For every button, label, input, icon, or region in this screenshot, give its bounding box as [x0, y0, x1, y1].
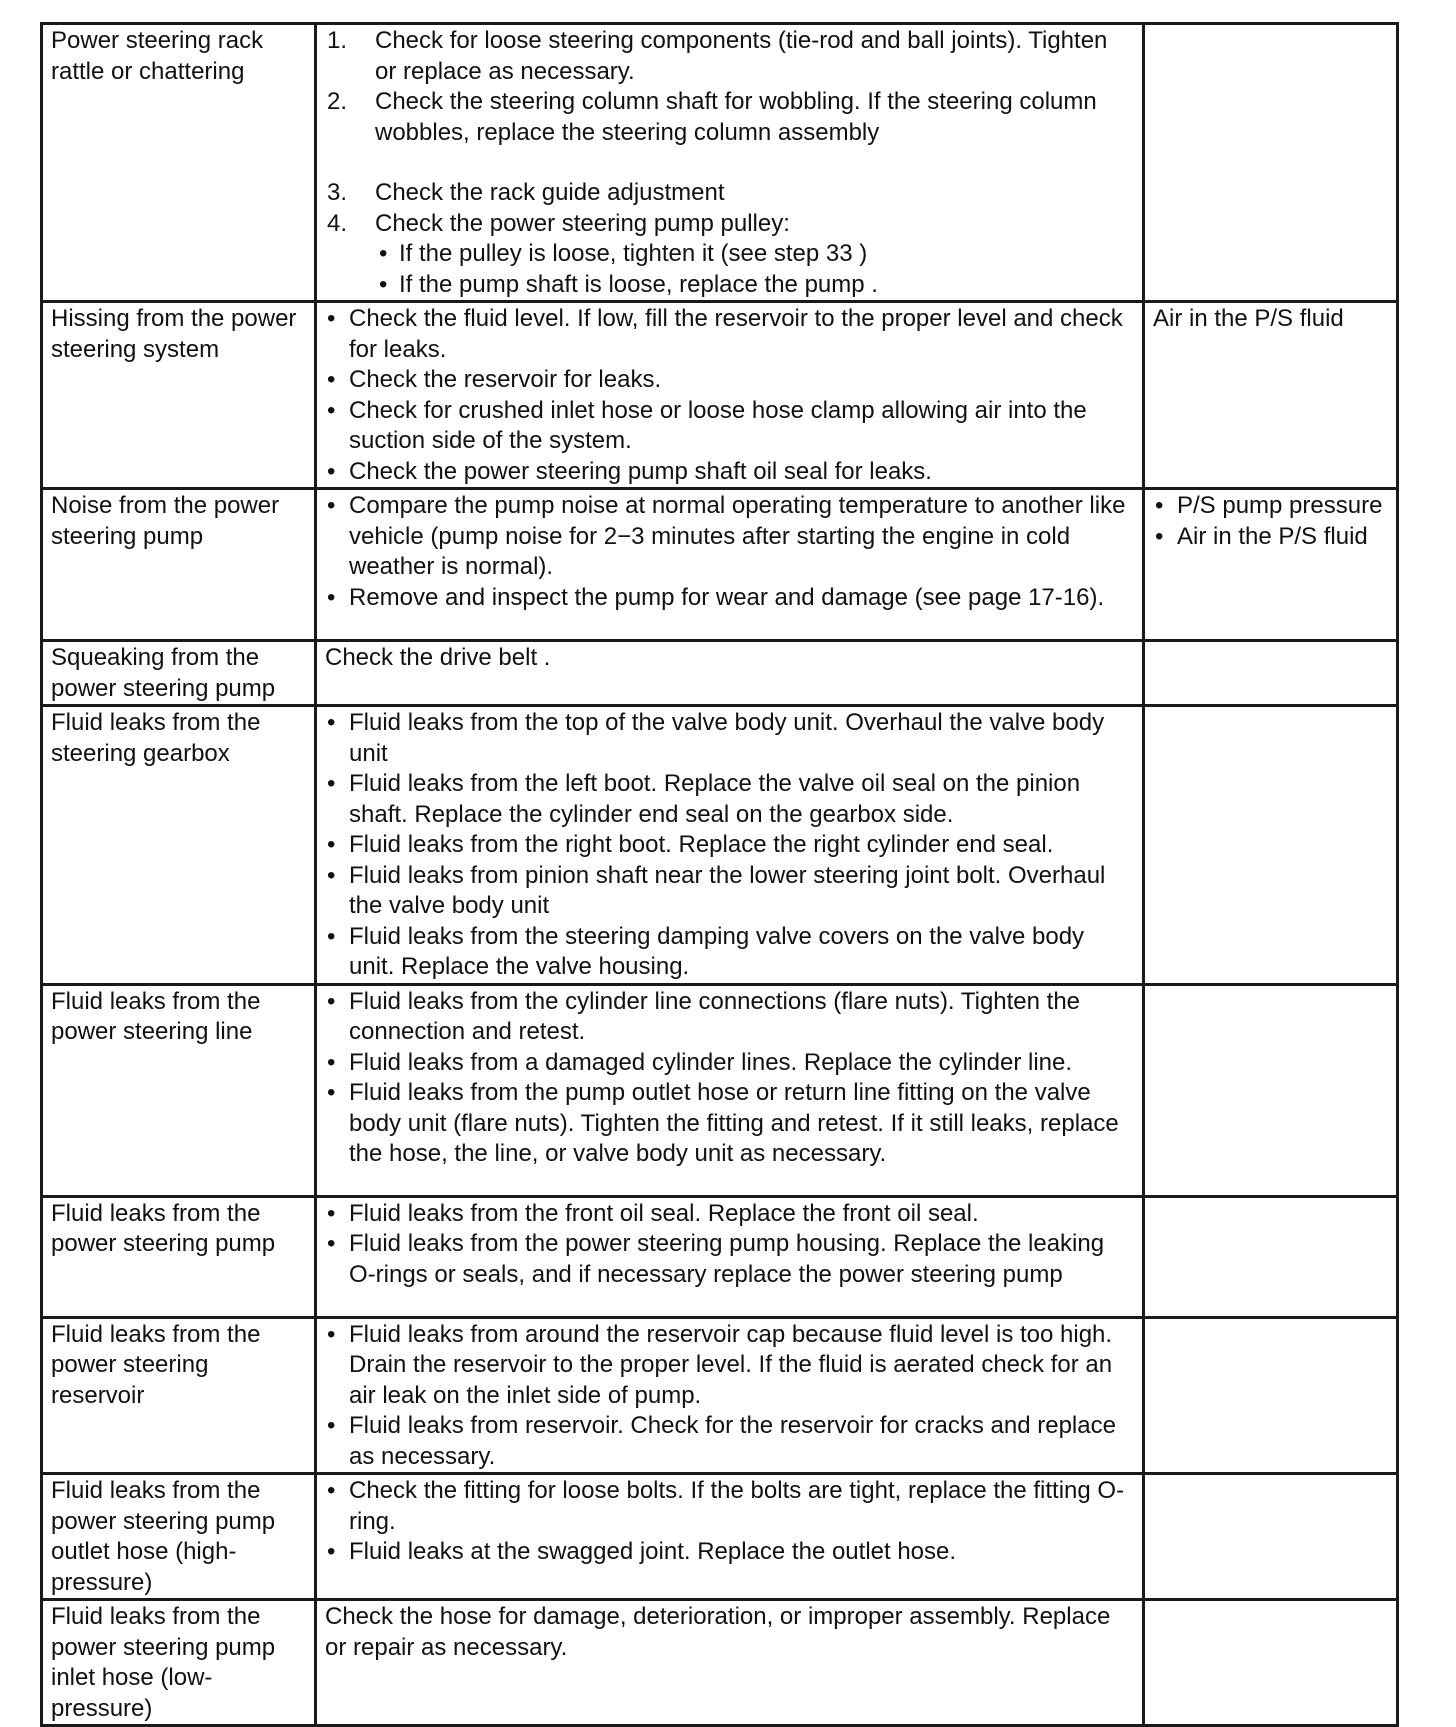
symptom-text: Fluid leaks from the power steering line — [51, 987, 261, 1045]
list-item: • Check the fluid level. If low, fill the reservoir to the proper level and check for leaks. — [325, 304, 1134, 365]
table-row — [42, 1474, 1398, 1600]
table-row — [42, 706, 1398, 985]
list-item: • Fluid leaks from the left boot. Replace the valve oil seal on the pinion shaft. Replace the cylinder end seal on the gearbox side. — [325, 769, 1134, 830]
symptom-cell — [42, 706, 316, 985]
symptom-cell — [42, 1317, 316, 1474]
list-item: • Check the fitting for loose bolts. If the bolts are tight, replace the fitting O-ring. — [325, 1476, 1134, 1537]
procedure-cell — [316, 1317, 1144, 1474]
procedure-text: Check the hose for damage, deterioration, or improper assembly. Replace or repair as necessary. — [325, 1603, 1111, 1661]
list-item: • Fluid leaks from the cylinder line connections (flare nuts). Tighten the connection and retest. — [325, 987, 1134, 1048]
procedure-cell — [316, 1196, 1144, 1317]
symptom-text: Fluid leaks from the steering gearbox — [51, 709, 261, 767]
table-row — [42, 641, 1398, 706]
symptom-text: Squeaking from the power steering pump — [51, 644, 276, 702]
list-item: • Fluid leaks from the top of the valve body unit. Overhaul the valve body unit — [325, 708, 1134, 769]
list-item: • Fluid leaks from the right boot. Replace the right cylinder end seal. — [325, 830, 1134, 861]
list-item: • Check for crushed inlet hose or loose hose clamp allowing air into the suction side of the system. — [325, 396, 1134, 457]
symptom-cell — [42, 1196, 316, 1317]
notes-cell — [1144, 1196, 1398, 1317]
procedure-cell — [316, 1600, 1144, 1726]
bullet-list — [325, 1320, 1134, 1473]
list-item: • Fluid leaks from a damaged cylinder lines. Replace the cylinder line. — [325, 1048, 1134, 1079]
notes-cell — [1144, 641, 1398, 706]
list-item: 1. Check for loose steering components (tie-rod and ball joints). Tighten or replace as necessary. — [327, 27, 1108, 85]
notes-cell — [1144, 1474, 1398, 1600]
procedure-cell — [316, 302, 1144, 489]
table-row — [42, 1600, 1398, 1726]
symptom-cell — [42, 1600, 316, 1726]
bullet-list — [325, 491, 1134, 613]
list-item: • Fluid leaks from the power steering pump housing. Replace the leaking O-rings or seals, and if necessary replace the power steering pump — [325, 1229, 1134, 1290]
numbered-list — [325, 26, 1134, 239]
notes-cell — [1144, 489, 1398, 641]
symptom-text: Noise from the power steering pump — [51, 492, 280, 550]
symptom-cell — [42, 1474, 316, 1600]
procedure-cell — [316, 706, 1144, 985]
symptom-cell — [42, 24, 316, 302]
list-item: • Check the reservoir for leaks. — [325, 365, 1134, 396]
notes-list — [1153, 491, 1388, 552]
list-item: • Fluid leaks from the front oil seal. Replace the front oil seal. — [325, 1199, 1134, 1230]
bullet-list — [325, 304, 1134, 487]
procedure-cell — [316, 24, 1144, 302]
list-item: • Check the power steering pump shaft oil seal for leaks. — [325, 457, 1134, 488]
list-item: • Fluid leaks from pinion shaft near the lower steering joint bolt. Overhaul the valve body unit — [325, 861, 1134, 922]
symptom-cell — [42, 984, 316, 1196]
notes-cell — [1144, 984, 1398, 1196]
bullet-list — [325, 987, 1134, 1170]
notes-cell — [1144, 706, 1398, 985]
list-item: • Air in the P/S fluid — [1153, 522, 1388, 553]
table-row — [42, 302, 1398, 489]
procedure-cell — [316, 489, 1144, 641]
list-item: • Remove and inspect the pump for wear and damage (see page 17-16). — [325, 583, 1134, 614]
symptom-text: Fluid leaks from the power steering pump — [51, 1199, 276, 1257]
symptom-cell — [42, 641, 316, 706]
list-item: • Fluid leaks from reservoir. Check for the reservoir for cracks and replace as necessary. — [325, 1411, 1134, 1472]
symptom-text: Fluid leaks from the power steering reservoir — [51, 1320, 261, 1409]
symptom-text: Fluid leaks from the power steering pump inlet hose (low-pressure) — [51, 1603, 276, 1722]
procedure-text: Check the drive belt . — [325, 644, 551, 671]
list-item: • If the pulley is loose, tighten it (see step 33 ) — [377, 239, 1134, 270]
list-item: 3. Check the rack guide adjustment — [327, 179, 725, 206]
list-item: • P/S pump pressure — [1153, 491, 1388, 522]
symptom-cell — [42, 302, 316, 489]
symptom-text: Power steering rack rattle or chattering — [51, 27, 264, 85]
list-item: • Compare the pump noise at normal operating temperature to another like vehicle (pump noise for 2−3 minutes after starting the engine in cold weather is normal). — [325, 491, 1134, 583]
procedure-cell — [316, 1474, 1144, 1600]
table-row — [42, 24, 1398, 302]
notes-cell — [1144, 1600, 1398, 1726]
list-item: • If the pump shaft is loose, replace the pump . — [377, 270, 1134, 301]
list-item: • Fluid leaks from around the reservoir cap because fluid level is too high. Drain the reservoir to the proper level. If the fluid is aerated check for an air leak on the inlet side of pump. — [325, 1320, 1134, 1412]
list-item: • Fluid leaks from the steering damping valve covers on the valve body unit. Replace the valve housing. — [325, 922, 1134, 983]
table-row — [42, 984, 1398, 1196]
symptom-cell — [42, 489, 316, 641]
notes-cell — [1144, 1317, 1398, 1474]
procedure-cell — [316, 641, 1144, 706]
symptom-text: Hissing from the power steering system — [51, 305, 297, 363]
list-item: • Fluid leaks from the pump outlet hose or return line fitting on the valve body unit (flare nuts). Tighten the fitting and retest. If it still leaks, replace the hose, the line, or valve body unit as necessary. — [325, 1078, 1134, 1170]
bullet-list — [325, 1476, 1134, 1568]
table-row — [42, 489, 1398, 641]
table-row — [42, 1196, 1398, 1317]
list-item: • Fluid leaks at the swagged joint. Replace the outlet hose. — [325, 1537, 1134, 1568]
table-row — [42, 1317, 1398, 1474]
bullet-list — [325, 1199, 1134, 1291]
bullet-list — [325, 708, 1134, 983]
procedure-cell — [316, 984, 1144, 1196]
notes-cell — [1144, 24, 1398, 302]
symptom-text: Fluid leaks from the power steering pump outlet hose (high-pressure) — [51, 1477, 276, 1596]
troubleshooting-table — [40, 22, 1399, 1727]
list-item: 4. Check the power steering pump pulley: — [327, 209, 790, 237]
notes-cell: Air in the P/S fluid — [1144, 302, 1398, 489]
sub-list — [325, 239, 1134, 300]
list-item: 2. Check the steering column shaft for wobbling. If the steering column wobbles, replace the steering column assembly — [327, 88, 1097, 146]
